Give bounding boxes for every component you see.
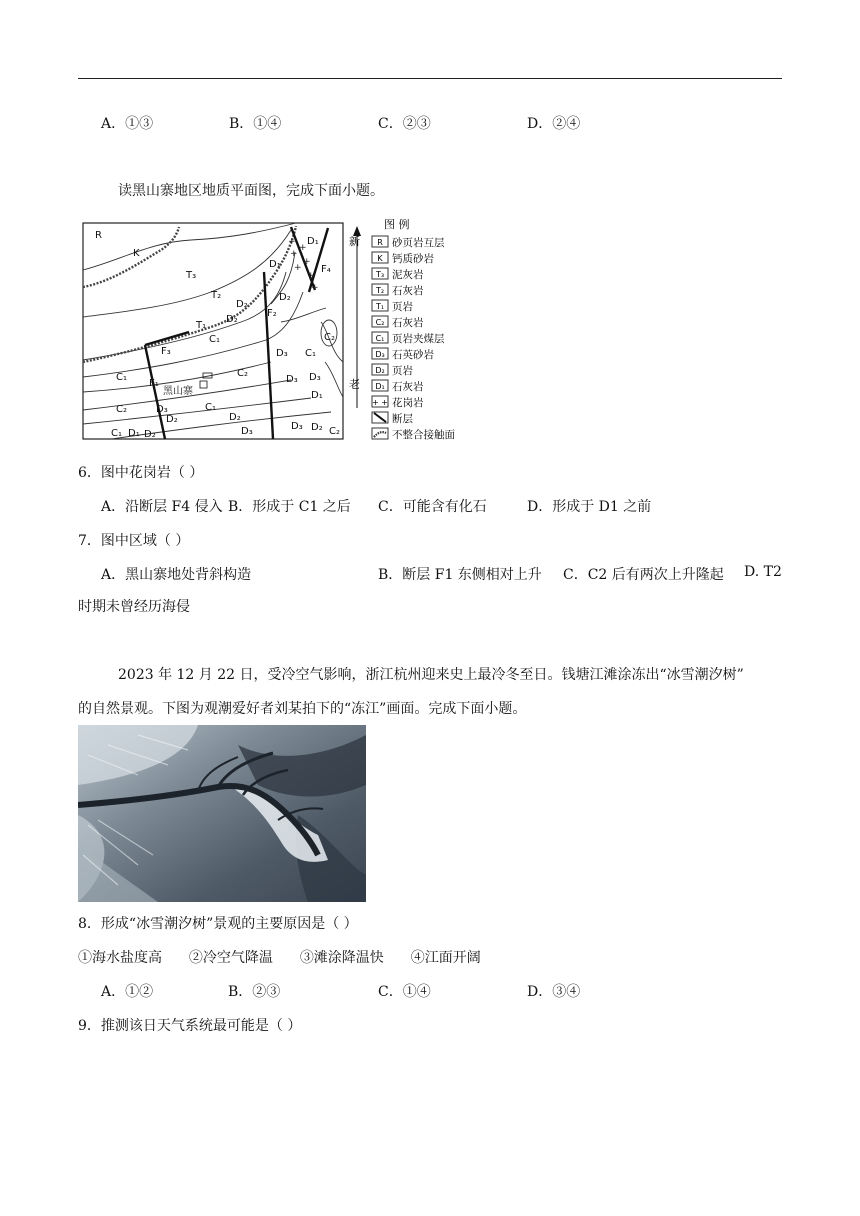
label-d1-d: D₁ bbox=[128, 428, 140, 439]
prev-option-d[interactable]: D．②④ bbox=[527, 116, 581, 132]
axis-old-label: 老 bbox=[349, 378, 360, 391]
q8-stem: 8．形成“冰雪潮汐树”景观的主要原因是（ ） bbox=[78, 916, 358, 932]
legend-code: T₃ bbox=[375, 270, 385, 279]
label-r: R bbox=[95, 230, 102, 241]
q8-choice-2: ②冷空气降温 bbox=[188, 950, 273, 966]
legend-item bbox=[372, 380, 424, 393]
label-c1-b: C₁ bbox=[305, 348, 316, 359]
q8-option-a[interactable]: A．①② bbox=[101, 984, 154, 1000]
label-c2-c: C₂ bbox=[237, 368, 248, 379]
label-place: 黑山寨 bbox=[163, 386, 193, 397]
label-d2-g: D₂ bbox=[144, 429, 156, 440]
q8-option-c[interactable]: C．①④ bbox=[378, 984, 431, 1000]
legend-code: D₂ bbox=[375, 366, 385, 375]
label-d2-c: D₂ bbox=[279, 292, 291, 303]
intro-cold-line1: 2023 年 12 月 22 日，受冷空气影响，浙江杭州迎来史上最冷冬至日。钱塘江滩涂冻出“冰雪潮汐树” bbox=[118, 667, 744, 683]
label-c1-c: C₁ bbox=[116, 372, 127, 383]
label-f3: F₃ bbox=[161, 346, 171, 357]
legend-item bbox=[372, 284, 424, 297]
axis-new-label: 新 bbox=[349, 235, 360, 248]
q6-stem: 6．图中花岗岩（ ） bbox=[78, 465, 204, 481]
prev-option-b[interactable]: B．①④ bbox=[229, 116, 282, 132]
legend-code: K bbox=[377, 254, 383, 263]
label-c2-b: C₂ bbox=[116, 404, 127, 415]
legend-label: 钙质砂岩 bbox=[392, 253, 434, 265]
legend-title: 图 例 bbox=[384, 218, 410, 231]
legend-code: R bbox=[377, 238, 383, 247]
legend-code: C₁ bbox=[375, 334, 385, 343]
legend-item bbox=[372, 364, 413, 377]
q7-option-d-cont: 时期未曾经历海侵 bbox=[78, 599, 190, 615]
intro-cold-line2: 的自然景观。下图为观潮爱好者刘某拍下的“冻江”画面。完成下面小题。 bbox=[78, 701, 527, 717]
q9-stem: 9．推测该日天气系统最可能是（ ） bbox=[78, 1018, 302, 1034]
label-c1-e: C₁ bbox=[111, 428, 122, 439]
legend-code: C₂ bbox=[375, 318, 385, 327]
label-d1-c: D₁ bbox=[311, 390, 323, 401]
header-rule bbox=[78, 78, 782, 79]
q7-option-b[interactable]: B．断层 F1 东侧相对上升 bbox=[378, 567, 542, 583]
label-d2-d: D₂ bbox=[166, 414, 178, 425]
q7-option-d[interactable]: D. T2 bbox=[744, 564, 782, 580]
label-t2: T₂ bbox=[211, 290, 222, 301]
legend-code: T₂ bbox=[375, 286, 385, 295]
label-c2-d: C₂ bbox=[329, 426, 340, 437]
legend-item bbox=[372, 268, 424, 281]
legend-code: D₁ bbox=[375, 382, 385, 391]
q8-option-d[interactable]: D．③④ bbox=[527, 984, 581, 1000]
q6-option-a[interactable]: A．沿断层 F4 侵入 bbox=[101, 499, 223, 515]
svg-text:+: + bbox=[303, 257, 311, 267]
svg-text:+: + bbox=[307, 271, 315, 281]
q7-option-c[interactable]: C．C2 后有两次上升隆起 bbox=[563, 567, 724, 583]
label-d3-c: D₃ bbox=[309, 372, 321, 383]
svg-text:+: + bbox=[311, 283, 319, 293]
label-k: K bbox=[133, 248, 140, 259]
label-c1-a: C₁ bbox=[209, 334, 220, 345]
legend-code: T₁ bbox=[375, 302, 385, 311]
q8-choice-list bbox=[78, 947, 481, 967]
label-d1-a: D₁ bbox=[269, 259, 281, 270]
legend-label: 石灰岩 bbox=[392, 285, 424, 297]
legend-item bbox=[372, 428, 455, 441]
q7-stem: 7．图中区域（ ） bbox=[78, 533, 190, 549]
legend-item bbox=[372, 252, 434, 265]
legend-item bbox=[372, 396, 424, 409]
legend-item bbox=[372, 316, 424, 329]
legend-label: 花岗岩 bbox=[392, 397, 424, 409]
legend-label: 石灰岩 bbox=[392, 317, 424, 329]
label-d2-b: D₂ bbox=[226, 314, 238, 325]
q8-option-b[interactable]: B．②③ bbox=[228, 984, 281, 1000]
legend-item bbox=[372, 236, 445, 249]
legend-label: 页岩 bbox=[392, 301, 413, 313]
label-t3: T₃ bbox=[186, 270, 197, 281]
legend-label: 泥灰岩 bbox=[392, 269, 424, 281]
legend-label: 石英砂岩 bbox=[392, 349, 434, 361]
q7-option-a[interactable]: A．黑山寨地处背斜构造 bbox=[101, 567, 252, 583]
label-c1-d: C₁ bbox=[205, 402, 216, 413]
label-f2: F₂ bbox=[267, 308, 277, 319]
label-d2-f: D₂ bbox=[311, 422, 323, 433]
svg-text:+: + bbox=[288, 237, 296, 247]
legend-item bbox=[372, 348, 434, 361]
q8-choice-1: ①海水盐度高 bbox=[78, 950, 162, 966]
q8-choice-4: ④江面开阔 bbox=[410, 950, 481, 966]
prev-option-c[interactable]: C．②③ bbox=[378, 116, 431, 132]
label-d3-f: D₃ bbox=[291, 421, 303, 432]
prev-option-a[interactable]: A．①③ bbox=[101, 116, 154, 132]
legend-code: D₃ bbox=[375, 350, 385, 359]
q6-option-d[interactable]: D．形成于 D1 之前 bbox=[527, 499, 652, 515]
label-d3-d: D₃ bbox=[156, 404, 168, 415]
geology-map bbox=[81, 212, 473, 444]
legend-label: 断层 bbox=[392, 413, 413, 425]
frozen-river-photo bbox=[78, 725, 366, 902]
intro-geology: 读黑山寨地区地质平面图，完成下面小题。 bbox=[118, 183, 384, 199]
label-c2-a: C₂ bbox=[324, 332, 335, 343]
q6-option-b[interactable]: B．形成于 C1 之后 bbox=[228, 499, 351, 515]
legend-label: 石灰岩 bbox=[392, 381, 424, 393]
legend-label: 页岩夹煤层 bbox=[392, 333, 445, 345]
label-d2-a: D₂ bbox=[236, 299, 248, 310]
legend-label: 砂页岩互层 bbox=[392, 237, 445, 249]
legend-code: + + bbox=[372, 398, 388, 407]
svg-text:+: + bbox=[299, 243, 307, 253]
label-d2-e: D₂ bbox=[229, 412, 241, 423]
q8-choice-3: ③滩涂降温快 bbox=[299, 950, 384, 966]
legend-item bbox=[372, 412, 413, 425]
label-f4: F₄ bbox=[321, 264, 331, 275]
legend bbox=[372, 236, 455, 441]
q6-option-c[interactable]: C．可能含有化石 bbox=[378, 499, 487, 515]
svg-text:+: + bbox=[294, 263, 302, 273]
legend-item bbox=[372, 332, 445, 345]
label-d1-b: D₁ bbox=[307, 236, 319, 247]
label-d3-e: D₃ bbox=[241, 426, 253, 437]
label-f1: F₁ bbox=[149, 378, 159, 389]
label-d3-a: D₃ bbox=[276, 348, 288, 359]
svg-text:+: + bbox=[290, 249, 298, 259]
legend-label: 不整合接触面 bbox=[392, 429, 455, 441]
label-t1: T₁ bbox=[196, 320, 207, 331]
legend-label: 页岩 bbox=[392, 365, 413, 377]
legend-item bbox=[372, 300, 413, 313]
label-d3-b: D₃ bbox=[286, 374, 298, 385]
